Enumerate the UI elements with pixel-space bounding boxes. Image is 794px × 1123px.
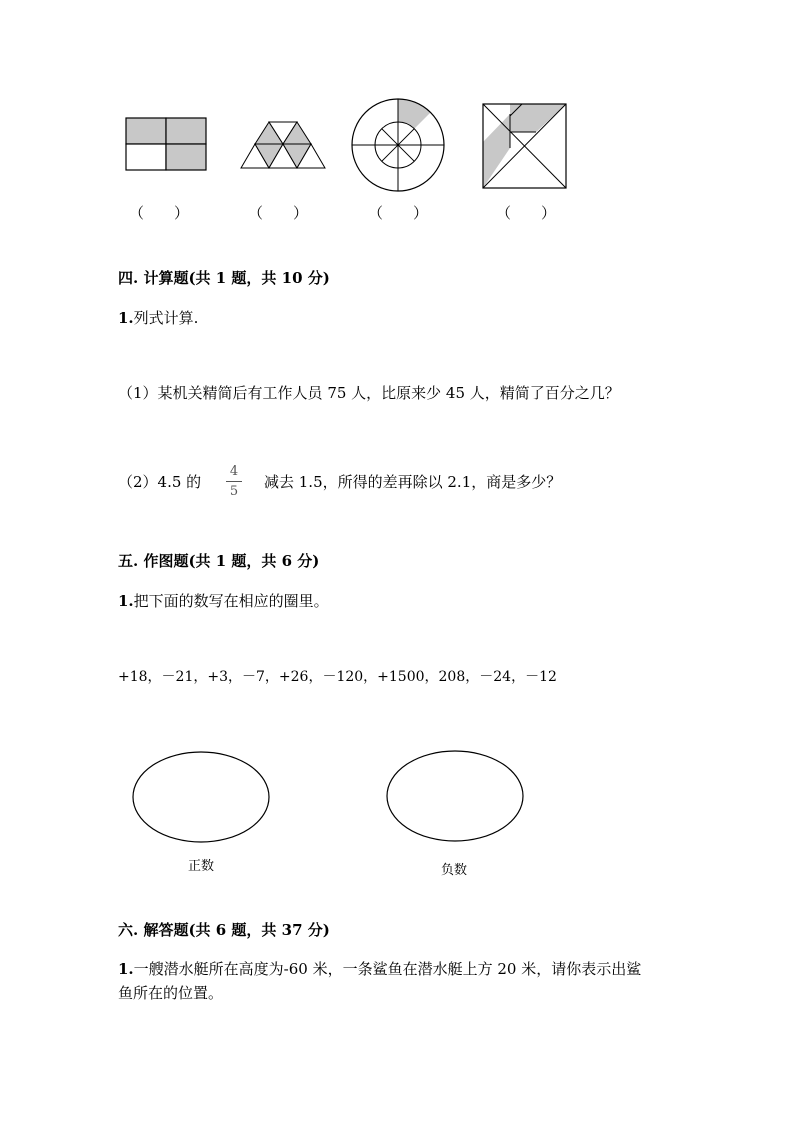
question-number: 1. — [118, 960, 134, 978]
fraction-bar — [226, 481, 242, 482]
question-text: 把下面的数写在相应的圈里。 — [133, 592, 329, 610]
shaded-ring-sector — [398, 99, 431, 129]
section6-heading: 六. 解答题(共 6 题，共 37 分) — [118, 921, 330, 939]
question-text: 列式计算. — [133, 309, 199, 327]
section4-heading: 四. 计算题(共 1 题，共 10 分) — [118, 269, 330, 287]
fraction-four-fifths — [224, 464, 244, 499]
positive-numbers-label: 正数 — [188, 859, 215, 874]
rect-cell-top-right — [166, 118, 206, 144]
section6-question-1-line1 — [118, 958, 641, 979]
fraction-denominator: 5 — [229, 484, 239, 499]
section6-question-1-line2: 鱼所在的位置。 — [118, 984, 224, 1002]
positive-numbers-ellipse[interactable] — [129, 747, 273, 847]
section4-subquestion-2-prefix: （2）4.5 的 — [118, 473, 202, 491]
rectangle-quarters-figure — [124, 116, 208, 172]
section5-heading: 五. 作图题(共 1 题，共 6 分) — [118, 552, 320, 570]
square-tangram-figure — [480, 102, 570, 190]
fraction-numerator: 4 — [229, 464, 239, 479]
trapezoid-triangles-figure — [238, 118, 328, 172]
section4-subquestion-1: （1）某机关精简后有工作人员 75 人，比原来少 45 人，精简了百分之几？ — [118, 384, 620, 402]
answer-paren-2[interactable]: （ ） — [248, 204, 309, 222]
rect-cell-bottom-right — [166, 144, 206, 170]
section5-question-1 — [118, 590, 329, 611]
circle-eighths-figure — [349, 97, 447, 193]
question-number: 1. — [118, 592, 134, 610]
tangram-shaded-strip — [483, 114, 510, 188]
question-text: 一艘潜水艇所在高度为-60 米，一条鲨鱼在潜水艇上方 20 米，请你表示出鲨 — [133, 960, 642, 978]
answer-paren-4[interactable]: （ ） — [496, 204, 557, 222]
answer-paren-3[interactable]: （ ） — [368, 204, 429, 222]
rect-cell-bottom-left — [126, 144, 166, 170]
section4-question-1 — [118, 307, 198, 328]
negative-numbers-label: 负数 — [441, 863, 468, 878]
section4-subquestion-2-suffix: 减去 1.5，所得的差再除以 2.1，商是多少？ — [264, 473, 562, 491]
negative-numbers-ellipse[interactable] — [384, 749, 528, 845]
rect-cell-top-left — [126, 118, 166, 144]
answer-paren-1[interactable]: （ ） — [129, 204, 190, 222]
number-list: +18，－21，+3，－7，+26，－120，+1500，208，－24，－12 — [118, 669, 557, 685]
question-number: 1. — [118, 309, 134, 327]
